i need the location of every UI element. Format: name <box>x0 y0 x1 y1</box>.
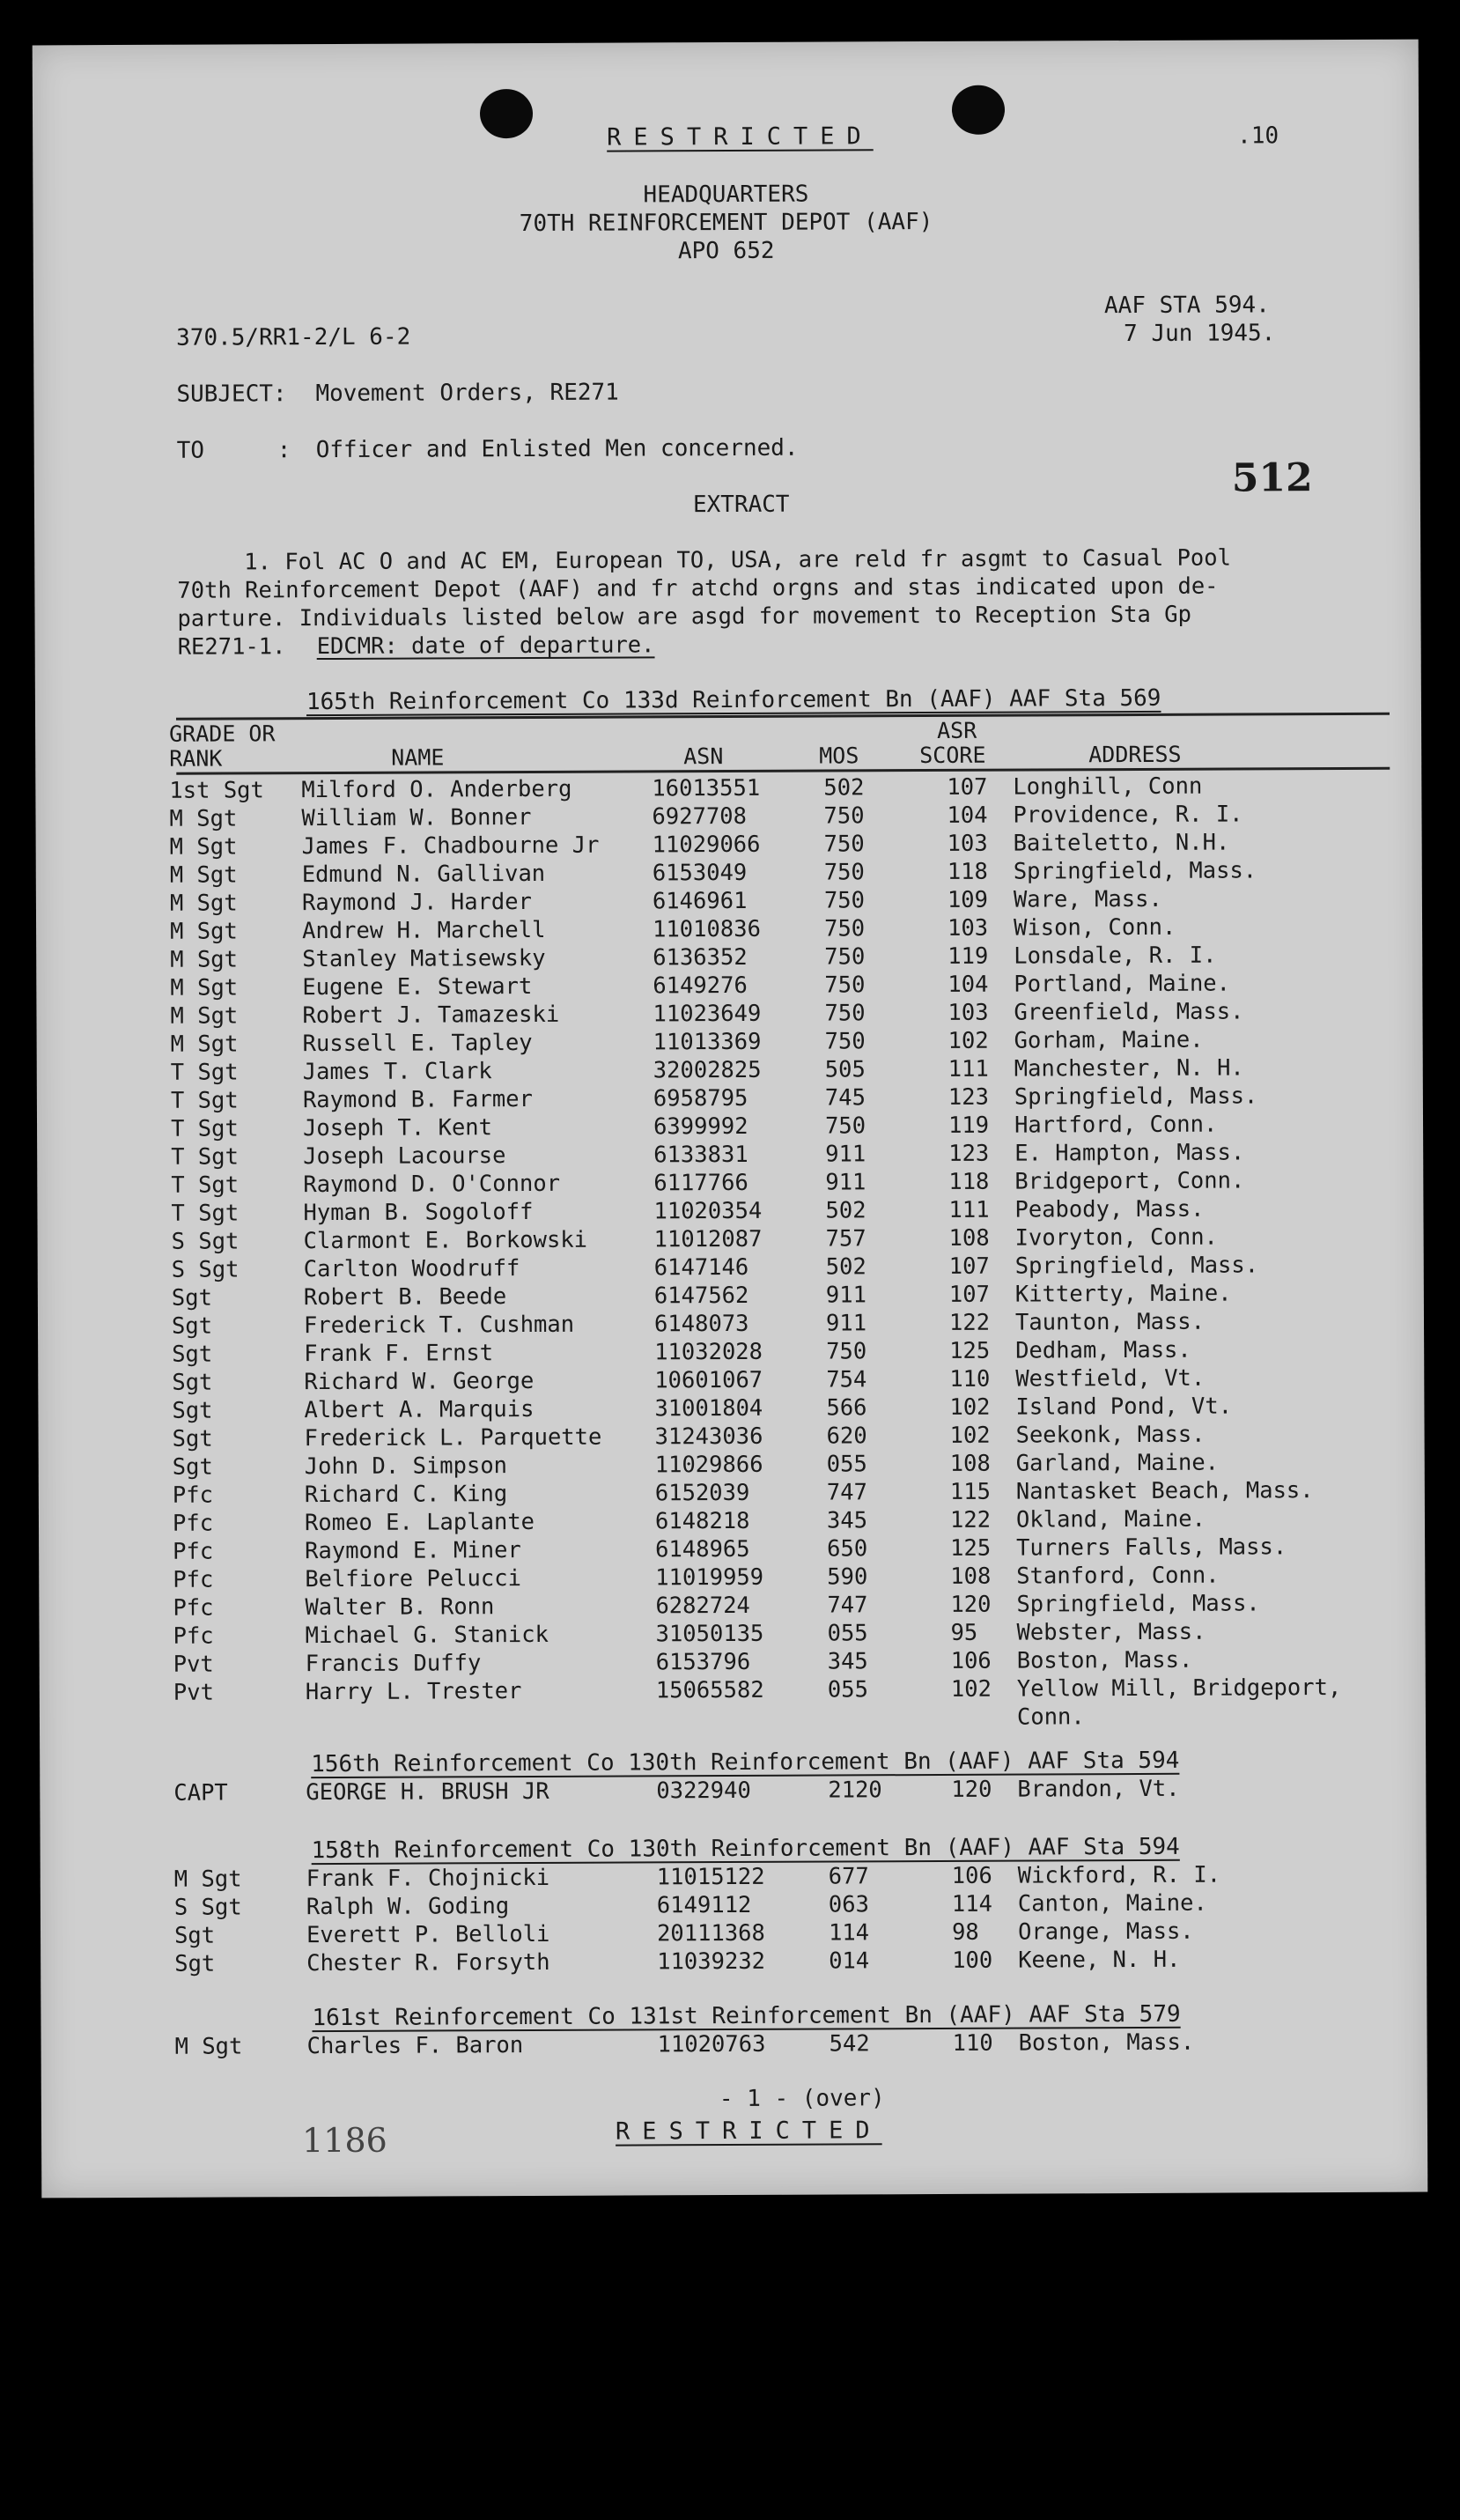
cell-mos: 750 <box>823 887 866 914</box>
col-header-name: NAME <box>391 744 445 771</box>
cell-asn: 6153049 <box>652 859 748 887</box>
cell-asn: 11012087 <box>653 1225 763 1253</box>
cell-address: Bridgeport, Conn. <box>1014 1167 1245 1195</box>
apo-line: APO 652 <box>677 237 775 265</box>
cell-rank: M Sgt <box>174 2033 243 2060</box>
cell-rank: T Sgt <box>170 1087 239 1114</box>
cell-rank: M Sgt <box>170 1002 239 1030</box>
cell-score: 114 <box>951 1890 993 1918</box>
cell-asn: 11019959 <box>655 1563 764 1592</box>
cell-address: Island Pond, Vt. <box>1015 1393 1233 1421</box>
cell-mos: 750 <box>823 802 865 830</box>
cell-mos: 055 <box>827 1676 868 1703</box>
col-header-rank: RANK <box>169 745 223 772</box>
cell-address: Nantasket Beach, Mass. <box>1015 1477 1314 1505</box>
cell-rank: Pfc <box>172 1482 213 1509</box>
cell-mos: 542 <box>829 2030 870 2058</box>
cell-asn: 6117766 <box>653 1169 748 1197</box>
cell-name: Edmund N. Gallivan <box>301 860 546 889</box>
cell-score: 110 <box>952 2029 993 2057</box>
cell-rank: Sgt <box>172 1369 213 1396</box>
cell-name: Raymond D. O'Connor <box>303 1170 561 1199</box>
cell-address: Dedham, Mass. <box>1015 1336 1191 1364</box>
cell-mos: 502 <box>823 774 865 802</box>
cell-score: 123 <box>948 1140 990 1167</box>
to-label: TO <box>176 437 205 464</box>
cell-asn: 11013369 <box>653 1028 762 1056</box>
cell-name: Richard C. King <box>304 1481 508 1509</box>
cell-asn: 11020763 <box>657 2030 766 2058</box>
cell-asn: 6146961 <box>652 887 748 915</box>
cell-score: 98 <box>951 1918 979 1946</box>
cell-rank: S Sgt <box>173 1894 242 1921</box>
cell-rank: Pvt <box>173 1679 214 1706</box>
stamp-number: 1186 <box>301 2120 387 2161</box>
cell-asn: 11020354 <box>653 1197 763 1225</box>
hq-line: HEADQUARTERS <box>643 181 809 209</box>
section-title-161st: 161st Reinforcement Co 131st Reinforcement Bn (AAF) AAF Sta 579 <box>312 2000 1181 2032</box>
cell-name: James F. Chadbourne Jr <box>301 831 600 861</box>
cell-name: GEORGE H. BRUSH JR <box>306 1777 549 1807</box>
cell-rank: Sgt <box>171 1312 213 1340</box>
cell-rank: Sgt <box>174 1950 216 1977</box>
section-title-158th: 158th Reinforcement Co 130th Reinforcement Bn (AAF) AAF Sta 594 <box>311 1833 1180 1865</box>
cell-name: Belfiore Pelucci <box>305 1565 521 1593</box>
cell-asn: 11015122 <box>656 1863 765 1891</box>
cell-score: 119 <box>948 942 989 970</box>
date-line: 7 Jun 1945. <box>1124 320 1276 348</box>
cell-score: 104 <box>947 802 988 829</box>
cell-score: 111 <box>948 1055 989 1083</box>
cell-asn: 6152039 <box>654 1479 750 1507</box>
cell-asn: 20111368 <box>656 1919 765 1947</box>
cell-rank: Sgt <box>171 1284 213 1312</box>
cell-score: 115 <box>949 1478 991 1505</box>
cell-asn: 6282724 <box>655 1592 750 1620</box>
cell-score: 118 <box>947 858 988 885</box>
cell-mos: 750 <box>823 859 865 886</box>
cell-rank: Pfc <box>172 1510 214 1537</box>
cell-mos: 750 <box>823 915 866 942</box>
cell-score: 106 <box>951 1862 992 1889</box>
cell-rank: M Sgt <box>170 1031 239 1058</box>
cell-score: 103 <box>948 999 989 1026</box>
cell-asn: 6927708 <box>652 802 748 831</box>
paragraph-line-3: parture. Individuals listed below are asgd for movement to Reception Sta Gp <box>177 601 1192 632</box>
cell-address: Canton, Maine. <box>1017 1889 1207 1918</box>
cell-name: Clarmont E. Borkowski <box>303 1226 588 1255</box>
cell-rank: M Sgt <box>169 805 238 832</box>
cell-address: Lonsdale, R. I. <box>1014 942 1217 970</box>
cell-asn: 6153796 <box>655 1648 751 1676</box>
cell-address: Okland, Maine. <box>1015 1505 1206 1533</box>
paragraph-line-2: 70th Reinforcement Depot (AAF) and fr atchd orgns and stas indicated upon de- <box>177 573 1219 604</box>
cell-mos: 750 <box>826 1338 867 1365</box>
cell-score: 109 <box>947 886 989 913</box>
cell-score: 110 <box>949 1365 991 1393</box>
cell-rank: Pfc <box>173 1538 214 1565</box>
cell-mos: 502 <box>825 1253 866 1281</box>
cell-rank: Sgt <box>172 1453 213 1481</box>
cell-address: Gorham, Maine. <box>1014 1026 1204 1054</box>
section-title-165th: 165th Reinforcement Co 133d Reinforcement Bn (AAF) AAF Sta 569 <box>306 684 1161 716</box>
cell-address: Boston, Mass. <box>1018 2029 1195 2057</box>
cell-rank: Pfc <box>173 1622 214 1650</box>
cell-mos: 911 <box>825 1141 866 1168</box>
cell-address: Ware, Mass. <box>1013 885 1162 913</box>
cell-asn: 11032028 <box>654 1338 763 1366</box>
cell-rank: 1st Sgt <box>169 777 264 804</box>
cell-address: Springfield, Mass. <box>1016 1590 1260 1618</box>
cell-score: 122 <box>948 1309 991 1336</box>
cell-address: Garland, Maine. <box>1015 1449 1220 1477</box>
cell-asn: 6136352 <box>653 943 748 972</box>
cell-score: 125 <box>949 1337 991 1364</box>
cell-address: Springfield, Mass. <box>1014 1083 1258 1111</box>
cell-score: 100 <box>952 1947 993 1974</box>
cell-asn: 11010836 <box>652 915 761 943</box>
cell-mos: 505 <box>824 1056 866 1083</box>
cell-name: Stanley Matisewsky <box>302 944 546 973</box>
cell-rank: T Sgt <box>170 1115 239 1142</box>
col-header-grade: GRADE OR <box>169 721 276 747</box>
cell-score: 118 <box>948 1168 990 1195</box>
cell-name: Charles F. Baron <box>306 2032 524 2060</box>
cell-address: Portland, Maine. <box>1014 970 1231 998</box>
cell-address: Brandon, Vt. <box>1017 1775 1180 1803</box>
cell-score: 104 <box>948 971 989 998</box>
cell-address: Wickford, R. I. <box>1017 1861 1221 1889</box>
col-header-mos: MOS <box>819 743 859 769</box>
cell-score: 95 <box>950 1619 978 1646</box>
cell-rank: M Sgt <box>170 946 239 973</box>
cell-score: 120 <box>950 1591 992 1618</box>
cell-asn: 32002825 <box>653 1056 762 1084</box>
cell-rank: M Sgt <box>169 890 238 917</box>
cell-address: Yellow Mill, Bridgeport, <box>1016 1674 1342 1703</box>
file-reference: 370.5/RR1-2/L 6-2 <box>176 323 411 351</box>
cell-address: E. Hampton, Mass. <box>1014 1139 1245 1167</box>
cell-mos: 620 <box>826 1423 867 1450</box>
cell-asn: 6147562 <box>653 1282 749 1310</box>
cell-rank: T Sgt <box>171 1143 240 1171</box>
cell-score: 103 <box>947 830 988 857</box>
cell-rank: S Sgt <box>171 1228 240 1255</box>
col-header-address: ADDRESS <box>1088 741 1182 768</box>
cell-mos: 750 <box>823 831 865 858</box>
page-number: - 1 - (over) <box>719 2085 885 2113</box>
cell-address: Hartford, Conn. <box>1014 1111 1218 1139</box>
table-row <box>40 1775 1426 1809</box>
cell-score: 107 <box>948 1281 991 1308</box>
cell-name: Milford O. Anderberg <box>301 775 572 804</box>
cell-mos: 063 <box>828 1891 870 1918</box>
cell-rank: Pvt <box>173 1651 214 1678</box>
cell-mos: 502 <box>825 1197 866 1224</box>
cell-name: Joseph T. Kent <box>302 1114 493 1142</box>
cell-asn: 6149276 <box>653 972 748 1000</box>
cell-address: Ivoryton, Conn. <box>1014 1223 1218 1252</box>
cell-rank: S Sgt <box>171 1256 240 1283</box>
cell-asn: 6148965 <box>655 1535 750 1563</box>
cell-address: Taunton, Mass. <box>1014 1308 1206 1336</box>
cell-score: 106 <box>950 1647 992 1674</box>
cell-mos: 911 <box>825 1282 867 1309</box>
cell-rank: T Sgt <box>171 1171 240 1199</box>
cell-name: Russell E. Tapley <box>302 1029 533 1058</box>
cell-asn: 0322940 <box>656 1777 751 1805</box>
cell-score: 122 <box>949 1506 992 1533</box>
cell-asn: 31001804 <box>654 1394 763 1423</box>
cell-name: James T. Clark <box>302 1058 492 1086</box>
cell-rank: M Sgt <box>169 833 238 861</box>
cell-mos: 650 <box>827 1535 868 1563</box>
cell-mos: 747 <box>827 1592 868 1619</box>
cell-score: 103 <box>947 914 989 942</box>
cell-name: Ralph W. Goding <box>306 1893 510 1921</box>
cell-mos: 750 <box>824 972 866 999</box>
cell-address: Boston, Mass. <box>1016 1646 1193 1674</box>
cell-asn: 6149112 <box>656 1891 752 1919</box>
cell-mos: 114 <box>828 1919 870 1947</box>
cell-mos: 911 <box>825 1310 867 1337</box>
cell-mos: 745 <box>824 1084 866 1112</box>
cell-mos: 566 <box>826 1394 867 1422</box>
cell-score: 123 <box>948 1083 990 1111</box>
punch-hole-right <box>952 85 1005 135</box>
cell-asn: 11039232 <box>657 1947 766 1976</box>
paragraph-edcmr: EDCMR: date of departure. <box>316 632 655 661</box>
cell-address: Keene, N. H. <box>1018 1946 1181 1974</box>
cell-mos: 677 <box>828 1863 869 1890</box>
to-colon: : <box>277 437 291 464</box>
cell-score: 107 <box>948 1253 990 1280</box>
cell-name: Michael G. Stanick <box>305 1621 549 1650</box>
cell-mos: 754 <box>826 1366 867 1393</box>
table-row <box>41 2029 1427 2063</box>
cell-name: Hyman B. Sogoloff <box>303 1198 534 1227</box>
cell-address: Peabody, Mass. <box>1014 1195 1205 1223</box>
cell-address: Webster, Mass. <box>1016 1618 1206 1646</box>
cell-address: Seekonk, Mass. <box>1015 1421 1206 1449</box>
to-text: Officer and Enlisted Men concerned. <box>315 434 799 464</box>
cell-name: Frederick T. Cushman <box>303 1311 575 1340</box>
cell-name: Chester R. Forsyth <box>306 1948 550 1977</box>
cell-name: Walter B. Ronn <box>305 1593 495 1622</box>
cell-asn: 6958795 <box>653 1084 748 1112</box>
cell-mos: 750 <box>824 1000 866 1027</box>
cell-score: 102 <box>949 1393 991 1421</box>
cell-name: Raymond E. Miner <box>305 1537 521 1565</box>
classification-footer: RESTRICTED <box>615 2117 882 2146</box>
cell-rank: Sgt <box>172 1341 213 1368</box>
cell-name: Frank F. Ernst <box>304 1340 494 1368</box>
cell-address: Providence, R. I. <box>1013 801 1243 829</box>
cell-score: 102 <box>948 1027 989 1054</box>
cell-name: Carlton Woodruff <box>303 1255 520 1283</box>
cell-mos: 055 <box>826 1451 867 1478</box>
cell-rank: M Sgt <box>170 974 239 1001</box>
cell-mos: 2120 <box>828 1777 882 1804</box>
cell-asn: 11029866 <box>654 1451 763 1479</box>
cell-asn: 15065582 <box>655 1676 764 1704</box>
cell-asn: 31243036 <box>654 1423 763 1451</box>
cell-address: Springfield, Mass. <box>1014 1252 1259 1280</box>
cell-address: Stanford, Conn. <box>1016 1562 1220 1590</box>
cell-address: Turners Falls, Mass. <box>1016 1533 1287 1562</box>
col-header-score: SCORE <box>919 742 986 769</box>
cell-name: Albert A. Marquis <box>304 1395 535 1424</box>
cell-rank: Pfc <box>173 1594 214 1622</box>
cell-asn: 31050135 <box>655 1620 764 1648</box>
cell-mos: 345 <box>827 1648 868 1675</box>
cell-asn: 6133831 <box>653 1141 748 1169</box>
cell-name: William W. Bonner <box>301 803 532 832</box>
cell-name: Everett P. Belloli <box>306 1920 550 1949</box>
cell-name: Richard W. George <box>304 1367 535 1396</box>
cell-asn: 6399992 <box>653 1112 748 1141</box>
cell-address: Wison, Conn. <box>1013 913 1176 942</box>
cell-rank: Pfc <box>173 1566 214 1593</box>
section-title-156th: 156th Reinforcement Co 130th Reinforcement Bn (AAF) AAF Sta 594 <box>311 1747 1180 1778</box>
cell-rank: Sgt <box>173 1922 216 1949</box>
cell-score: 108 <box>948 1224 990 1252</box>
cell-mos: 014 <box>829 1947 870 1975</box>
cell-name: Romeo E. Laplante <box>304 1508 535 1537</box>
cell-address: Greenfield, Mass. <box>1014 998 1244 1026</box>
cell-mos: 757 <box>825 1225 866 1253</box>
cell-score: 102 <box>949 1422 991 1449</box>
cell-asn: 6148218 <box>654 1507 750 1535</box>
cell-rank: M Sgt <box>170 918 238 945</box>
cell-address: Springfield, Mass. <box>1013 857 1257 885</box>
cell-rank: M Sgt <box>173 1866 242 1893</box>
cell-mos: 345 <box>826 1507 868 1534</box>
cell-name: Harry L. Trester <box>305 1678 522 1706</box>
col-header-asr: ASR <box>937 717 977 743</box>
cell-address: Manchester, N. H. <box>1014 1054 1244 1083</box>
cell-score: 102 <box>950 1675 992 1703</box>
cell-asn: 6147146 <box>653 1253 749 1282</box>
cell-score: 108 <box>950 1563 992 1590</box>
cell-rank: CAPT <box>173 1779 228 1807</box>
cell-name: Frederick L. Parquette <box>304 1423 602 1452</box>
table-row <box>40 1703 1426 1737</box>
cell-name: Andrew H. Marchell <box>302 916 546 945</box>
cell-address: Westfield, Vt. <box>1015 1364 1206 1393</box>
cell-score: 119 <box>948 1112 990 1139</box>
cell-mos: 750 <box>824 1112 866 1140</box>
cell-address: Baiteletto, N.H. <box>1013 829 1230 857</box>
cell-address: Longhill, Conn <box>1013 772 1203 801</box>
cell-asn: 16013551 <box>652 774 761 802</box>
cell-asn: 10601067 <box>654 1366 763 1394</box>
cell-address: Kitterty, Maine. <box>1014 1280 1232 1308</box>
cell-name: Raymond J. Harder <box>301 888 532 917</box>
cell-name: Frank F. Chojnicki <box>306 1864 550 1893</box>
cell-name: Robert J. Tamazeski <box>302 1001 560 1030</box>
cell-mos: 750 <box>824 1028 866 1055</box>
cell-rank: M Sgt <box>169 861 238 889</box>
cell-score: 125 <box>950 1534 992 1562</box>
cell-score: 120 <box>951 1776 992 1803</box>
cell-address: Conn. <box>1016 1703 1085 1731</box>
paragraph-line-1: 1. Fol AC O and AC EM, European TO, USA, are reld fr asgmt to Casual Pool <box>244 544 1232 576</box>
cell-address: Orange, Mass. <box>1017 1918 1194 1946</box>
cell-name: Joseph Lacourse <box>303 1142 506 1171</box>
cell-rank: Sgt <box>172 1425 213 1452</box>
cell-score: 111 <box>948 1196 990 1223</box>
subject-text: Movement Orders, RE271 <box>315 379 619 408</box>
depot-line: 70TH REINFORCEMENT DEPOT (AAF) <box>519 208 933 238</box>
extract-label: EXTRACT <box>692 491 790 519</box>
cell-name: Eugene E. Stewart <box>302 972 533 1001</box>
cell-rank: Sgt <box>172 1397 213 1424</box>
cell-asn: 6148073 <box>653 1310 749 1338</box>
cell-rank: T Sgt <box>170 1059 239 1086</box>
document-page <box>33 40 1428 2199</box>
subject-label: SUBJECT: <box>176 381 287 408</box>
cell-score: 108 <box>949 1450 991 1477</box>
cell-asn: 11023649 <box>653 1000 762 1028</box>
cell-score: 107 <box>947 773 988 801</box>
cell-mos: 590 <box>827 1563 868 1591</box>
cell-asn: 11029066 <box>652 831 761 859</box>
cell-mos: 911 <box>825 1169 866 1196</box>
classification-header: RESTRICTED <box>607 122 874 151</box>
page-reference: .10 <box>1237 122 1279 150</box>
cell-name: Francis Duffy <box>305 1650 482 1678</box>
cell-mos: 747 <box>826 1479 867 1506</box>
station-line: AAF STA 594. <box>1103 292 1270 320</box>
cell-rank: T Sgt <box>171 1200 240 1227</box>
cell-mos: 750 <box>824 943 866 971</box>
cell-name: Robert B. Beede <box>303 1283 507 1312</box>
cell-name: John D. Simpson <box>304 1452 508 1481</box>
paragraph-line-4a: RE271-1. <box>177 633 286 661</box>
document-number: 512 <box>1231 455 1313 501</box>
table-row <box>41 1946 1427 1980</box>
cell-name: Raymond B. Farmer <box>302 1085 533 1114</box>
punch-hole-left <box>480 89 533 138</box>
col-header-asn: ASN <box>683 743 724 770</box>
cell-mos: 055 <box>827 1620 868 1647</box>
